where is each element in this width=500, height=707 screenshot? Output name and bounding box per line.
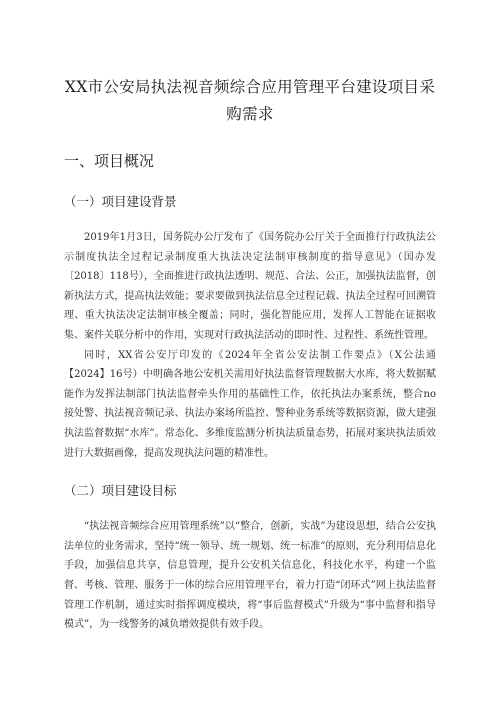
document-title: XX市公安局执法视音频综合应用管理平台建设项目采购需求 [64,78,436,123]
paragraph-goals-1: “执法视音频综合应用管理系统”以“整合，创新，实战”为建设思想，结合公安执法单位的业务需求，坚持“统一领导、统一规划、统一标准”的原则，充分利用信息化手段，加强信息共享，信息管理，提升公安机关信息化，科技化水平，构建一个监督、考核、管理、服务于一体的综合应用管理平台，着力打造“闭环式”网上执法监督管理工作机制，通过实时指挥调度模块，将“事后监督模式”升级为“事中监督和指导模式”，为一线警务的减负增效提供有效手段。 [64,521,436,631]
paragraph-background-2: 同时，XX省公安厅印发的《2024年全省公安法制工作要点》（X公法通【2024】16号）中明确各地公安机关需用好执法监督管理数据大水库，将大数据赋能作为发挥法制部门执法监督牵头作用的基础性工作，依托执法办案系统，整合no接处警、执法视音频记录、执法办案场所监控、警种业务系统等数据资源，做大建强执法监督数据“水库”。常态化、多维度监测分析执法质量态势，拓展对案块执法质效进行大数据画像，提高发现执法问题的精准性。 [64,349,436,459]
section-heading-overview: 一、项目概况 [64,152,155,170]
subsection-heading-goals: （二）项目建设目标 [64,483,177,499]
subsection-heading-background: （一）项目建设背景 [64,194,177,209]
paragraph-background-1: 2019年1月3日，国务院办公厅发布了《国务院办公厅关于全面推行行政执法公示制度执法全过程记录制度重大执法决定法制审核制度的指导意见》（国办发〔2018〕118号），全面推进行政执法透明、规范、合法、公正，加强执法监督，创新执法方式，提高执法效能；要求要做到执法信息全过程记载、执法全过程可回溯管理、重大执法决定法制审核全覆盖；同时，强化智能应用，发挥人工智能在证据收集、案件关联分析中的作用，实现对行政执法活动的即时性、过程性、系统性管理。 [64,232,436,341]
